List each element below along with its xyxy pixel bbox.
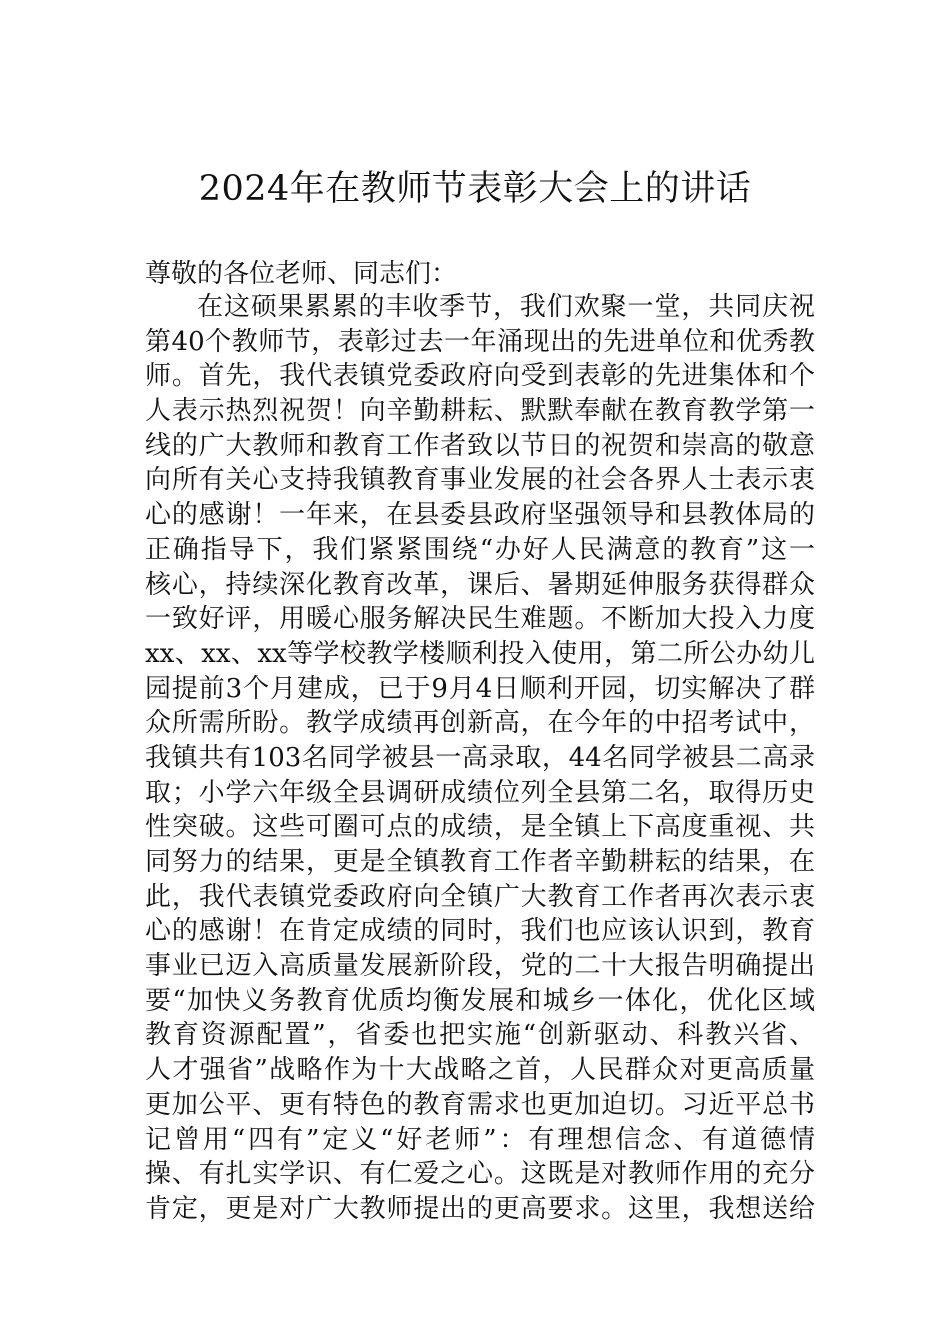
body-line: 师。首先，我代表镇党委政府向受到表彰的先进集体和个 xyxy=(145,361,815,392)
body-line: 我镇共有103名同学被县一高录取，44名同学被县二高录 xyxy=(145,742,815,773)
body-line: 心的感谢！在肯定成绩的同时，我们也应该认识到，教育 xyxy=(145,916,815,947)
body-line: 同努力的结果，更是全镇教育工作者辛勤耕耘的结果，在 xyxy=(145,847,815,877)
body-line: 向所有关心支持我镇教育事业发展的社会各界人士表示衷 xyxy=(145,465,815,496)
body-line: 正确指导下，我们紧紧围绕“办好人民满意的教育”这一 xyxy=(145,534,815,565)
body-line: 此，我代表镇党委政府向全镇广大教育工作者再次表示衷 xyxy=(145,881,815,912)
body-line: xx、xx、xx等学校教学楼顺利投入使用，第二所公办幼儿 xyxy=(145,638,815,669)
body-line: 人才强省”战略作为十大战略之首，人民群众对更高质量 xyxy=(145,1055,815,1086)
body-line: 要“加快义务教育优质均衡发展和城乡一体化，优化区域 xyxy=(145,985,815,1016)
body-line: 心的感谢！一年来，在县委县政府坚强领导和县教体局的 xyxy=(145,500,815,531)
body-line: 更加公平、更有特色的教育需求也更加迫切。习近平总书 xyxy=(145,1089,815,1120)
body-line: 园提前3个月建成，已于9月4日顺利开园，切实解决了群 xyxy=(145,673,815,704)
body-line: 操、有扎实学识、有仁爱之心。这既是对教师作用的充分 xyxy=(145,1159,815,1190)
body-line: 核心，持续深化教育改革，课后、暑期延伸服务获得群众 xyxy=(145,569,815,600)
body-line: 教育资源配置”，省委也把实施“创新驱动、科教兴省、 xyxy=(145,1020,815,1051)
body-line: 肯定，更是对广大教师提出的更高要求。这里，我想送给 xyxy=(145,1193,815,1224)
body-line: 在这硕果累累的丰收季节，我们欢聚一堂，共同庆祝 xyxy=(197,292,815,322)
body-line: 取；小学六年级全县调研成绩位列全县第二名，取得历史 xyxy=(145,777,815,808)
body-line: 性突破。这些可圈可点的成绩，是全镇上下高度重视、共 xyxy=(145,812,815,843)
body-line: 事业已迈入高质量发展新阶段，党的二十大报告明确提出 xyxy=(145,951,815,982)
body-line: 记曾用“四有”定义“好老师”：有理想信念、有道德情 xyxy=(145,1124,815,1155)
speech-body xyxy=(145,290,815,1227)
salutation: 尊敬的各位老师、同志们： xyxy=(145,259,458,289)
body-line: 众所需所盼。教学成绩再创新高，在今年的中招考试中， xyxy=(145,708,815,739)
body-line: 人表示热烈祝贺！向辛勤耕耘、默默奉献在教育教学第一 xyxy=(145,396,815,427)
body-line: 线的广大教师和教育工作者致以节日的祝贺和崇高的敬意 xyxy=(145,430,815,461)
body-line: 第40个教师节，表彰过去一年涌现出的先进单位和优秀教 xyxy=(145,326,815,357)
document-title: 2024年在教师节表彰大会上的讲话 xyxy=(198,169,752,209)
body-line: 一致好评，用暖心服务解决民生难题。不断加大投入力度 xyxy=(145,604,815,635)
